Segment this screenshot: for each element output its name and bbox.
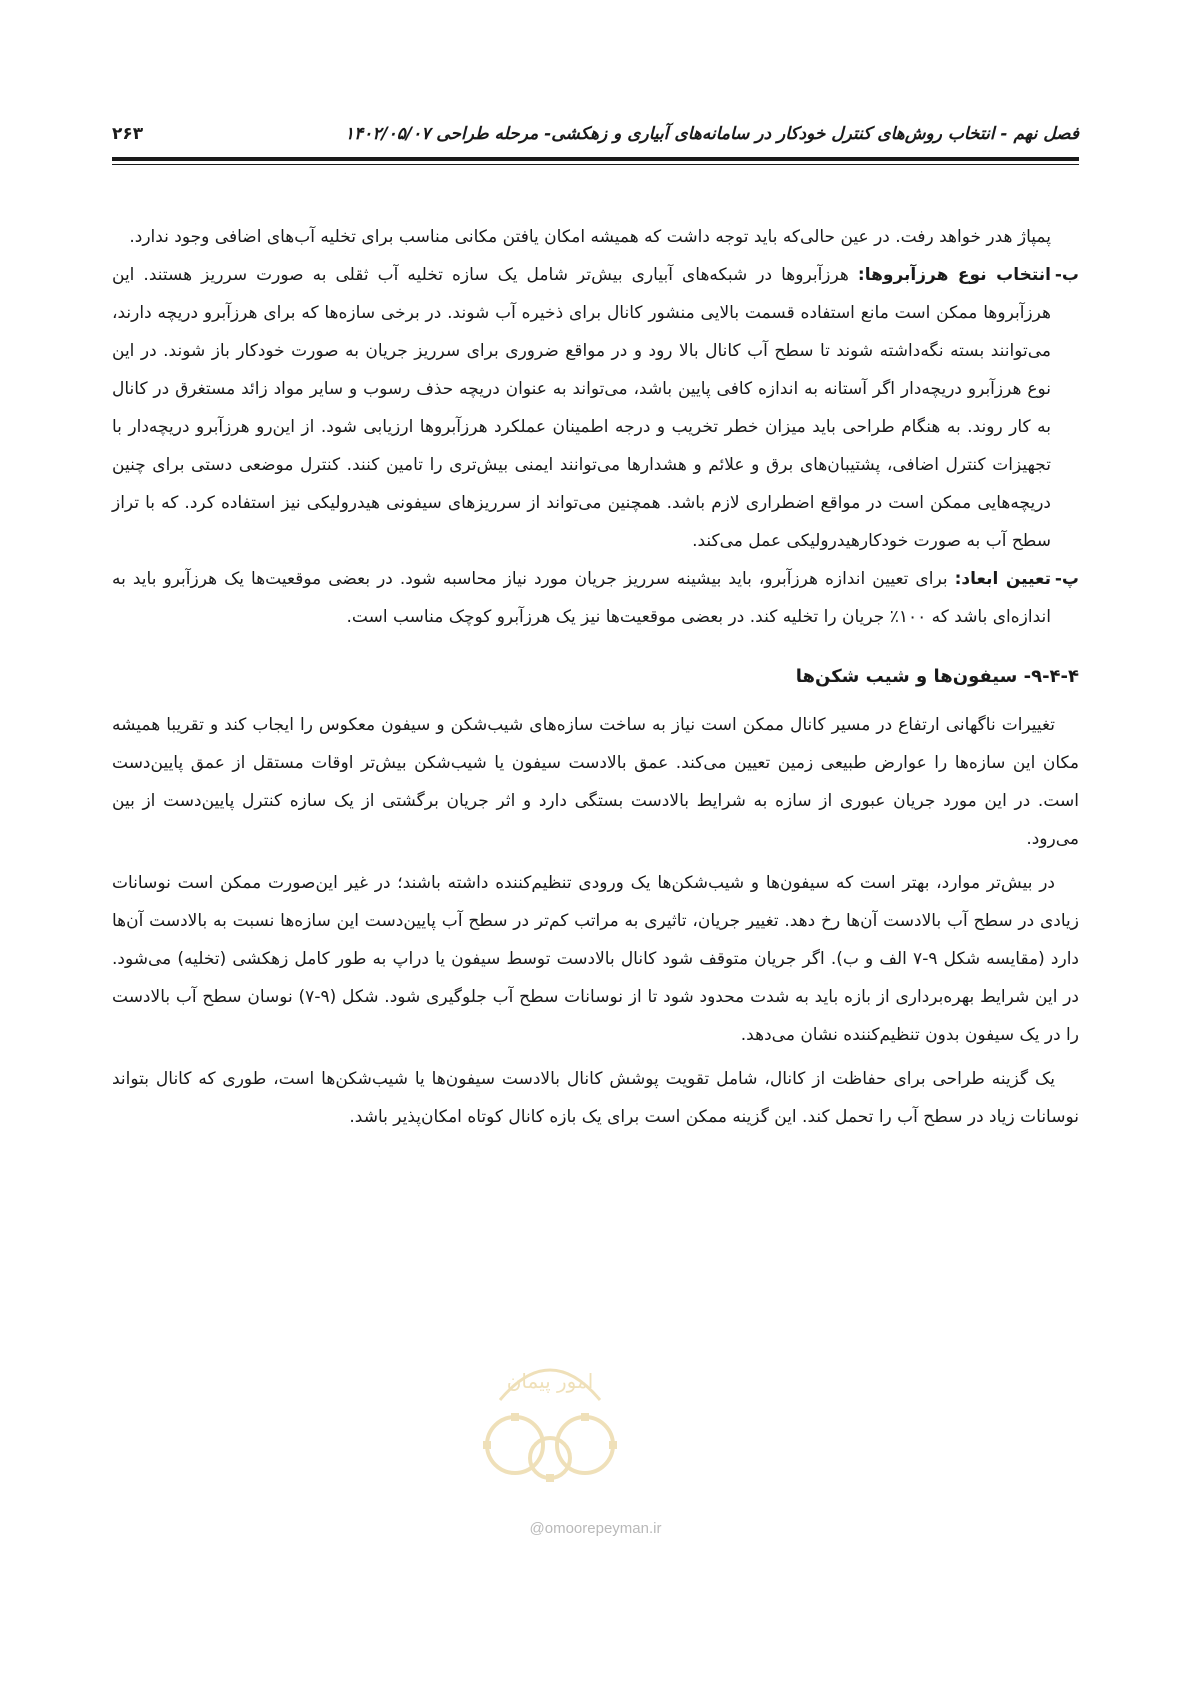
page-body [112,218,1079,1142]
list-item-text: برای تعیین اندازه هرزآبرو، باید بیشینه سرریز جریان مورد نیاز محاسبه شود. در بعضی موقعیت‌ها یک هرزآبرو باید به اندازه‌ای باشد که ۱۰۰٪ جریان را تخلیه کند. در بعضی موقعیت‌ها نیز یک هرزآبرو کوچک مناسب است. [112,569,1051,627]
list-item-lead: تعیین ابعاد: [954,569,1051,589]
list-item-lead: انتخاب نوع هرزآبروها: [857,265,1051,285]
header-rule-thin [112,164,1079,165]
watermark-url: @omoorepeyman.ir [529,1520,662,1537]
body-paragraph: در بیش‌تر موارد، بهتر است که سیفون‌ها و شیب‌شکن‌ها یک ورودی تنظیم‌کننده داشته باشند؛ در غیر این‌صورت ممکن است نوسانات زیادی در سطح آب بالادست آن‌ها رخ دهد. تغییر جریان، تاثیری به مراتب کم‌تر در سطح آب پایین‌دست این سازه‌ها نسبت به بالادست آن‌ها دارد (مقایسه شکل ۹-۷ الف و ب). اگر جریان متوقف شود کانال بالادست توسط سیفون یا دراپ به طور کامل زهکشی (تخلیه) می‌شود. در این شرایط بهره‌برداری از بازه باید به شدت محدود شود تا از نوسانات سطح آب جلوگیری شود. شکل (۹-۷) نوسان سطح آب بالادست را در یک سیفون بدون تنظیم‌کننده نشان می‌دهد. [112,873,1079,1045]
continued-paragraph: پمپاژ هدر خواهد رفت. در عین حالی‌که باید توجه داشت که همیشه امکان یافتن مکانی مناسب برای تخلیه آب‌های اضافی وجود ندارد. [129,227,1051,247]
watermark-logo-text: امور پیمان [506,1369,594,1393]
list-item-p [112,560,1079,636]
page-header [112,124,1079,154]
section-heading: ۹-۴-۴- سیفون‌ها و شیب شکن‌ها [795,666,1079,687]
list-item-b [112,256,1079,560]
page-number: ۲۶۳ [112,124,144,144]
list-marker: پ- [1054,569,1079,589]
header-rule-thick [112,157,1079,161]
list-marker: ب- [1054,265,1079,285]
watermark-logo [470,1330,630,1490]
body-paragraph: یک گزینه طراحی برای حفاظت از کانال، شامل تقویت پوشش کانال بالادست سیفون‌ها یا شیب‌شکن‌ها است، طوری که کانال بتواند نوسانات زیاد در سطح آب را تحمل کند. این گزینه ممکن است برای یک بازه کانال کوتاه امکان‌پذیر باشد. [112,1069,1079,1127]
running-title: فصل نهم - انتخاب روش‌های کنترل خودکار در سامانه‌های آبیاری و زهکشی- مرحله طراحی ۱۴۰۲/۰۵/۰۷ [344,124,1079,144]
list-item-text: هرزآبروها در شبکه‌های آبیاری بیش‌تر شامل یک سازه تخلیه آب ثقلی به صورت سرریز هستند. این هرزآبروها ممکن است مانع استفاده قسمت بالایی منشور کانال برای ذخیره آب شوند. در برخی سازه‌ها که برای هرزآبرو دریچه دارند، می‌توانند بسته نگه‌داشته شوند تا سطح آب کانال بالا رود و در مواقع ضروری برای سرریز جریان به صورت خودکار باز شوند. در این نوع هرزآبرو دریچه‌دار اگر آستانه به اندازه کافی پایین باشد، می‌تواند به عنوان دریچه حذف رسوب و سایر مواد زائد مستغرق در کانال به کار روند. به هنگام طراحی باید میزان خطر تخریب و درجه اطمینان عملکرد هرزآبروها ارزیابی شود. از این‌رو هرزآبرو دریچه‌دار با تجهیزات کنترل اضافی، پشتیبان‌های برق و علائم و هشدارها می‌توانند ایمنی بیش‌تری را تامین کنند. کنترل موضعی دستی برای چنین دریچه‌هایی ممکن است در مواقع اضطراری لازم باشد. همچنین می‌تواند از سرریزهای سیفونی هیدرولیکی نیز استفاده کرد. که با تراز سطح آب به صورت خودکارهیدرولیکی عمل می‌کند. [112,265,1051,551]
body-paragraph: تغییرات ناگهانی ارتفاع در مسیر کانال ممکن است نیاز به ساخت سازه‌های شیب‌شکن و سیفون معکوس را ایجاب کند و تقریبا همیشه مکان این سازه‌ها را عوارض طبیعی زمین تعیین می‌کند. عمق بالادست سیفون یا شیب‌شکن بیش‌تر اوقات مستقل از عمق پایین‌دست است. در این مورد جریان عبوری از سازه به شرایط بالادست بستگی دارد و اثر جریان برگشتی از یک سازه کنترل پایین‌دست از بین می‌رود. [112,715,1079,849]
